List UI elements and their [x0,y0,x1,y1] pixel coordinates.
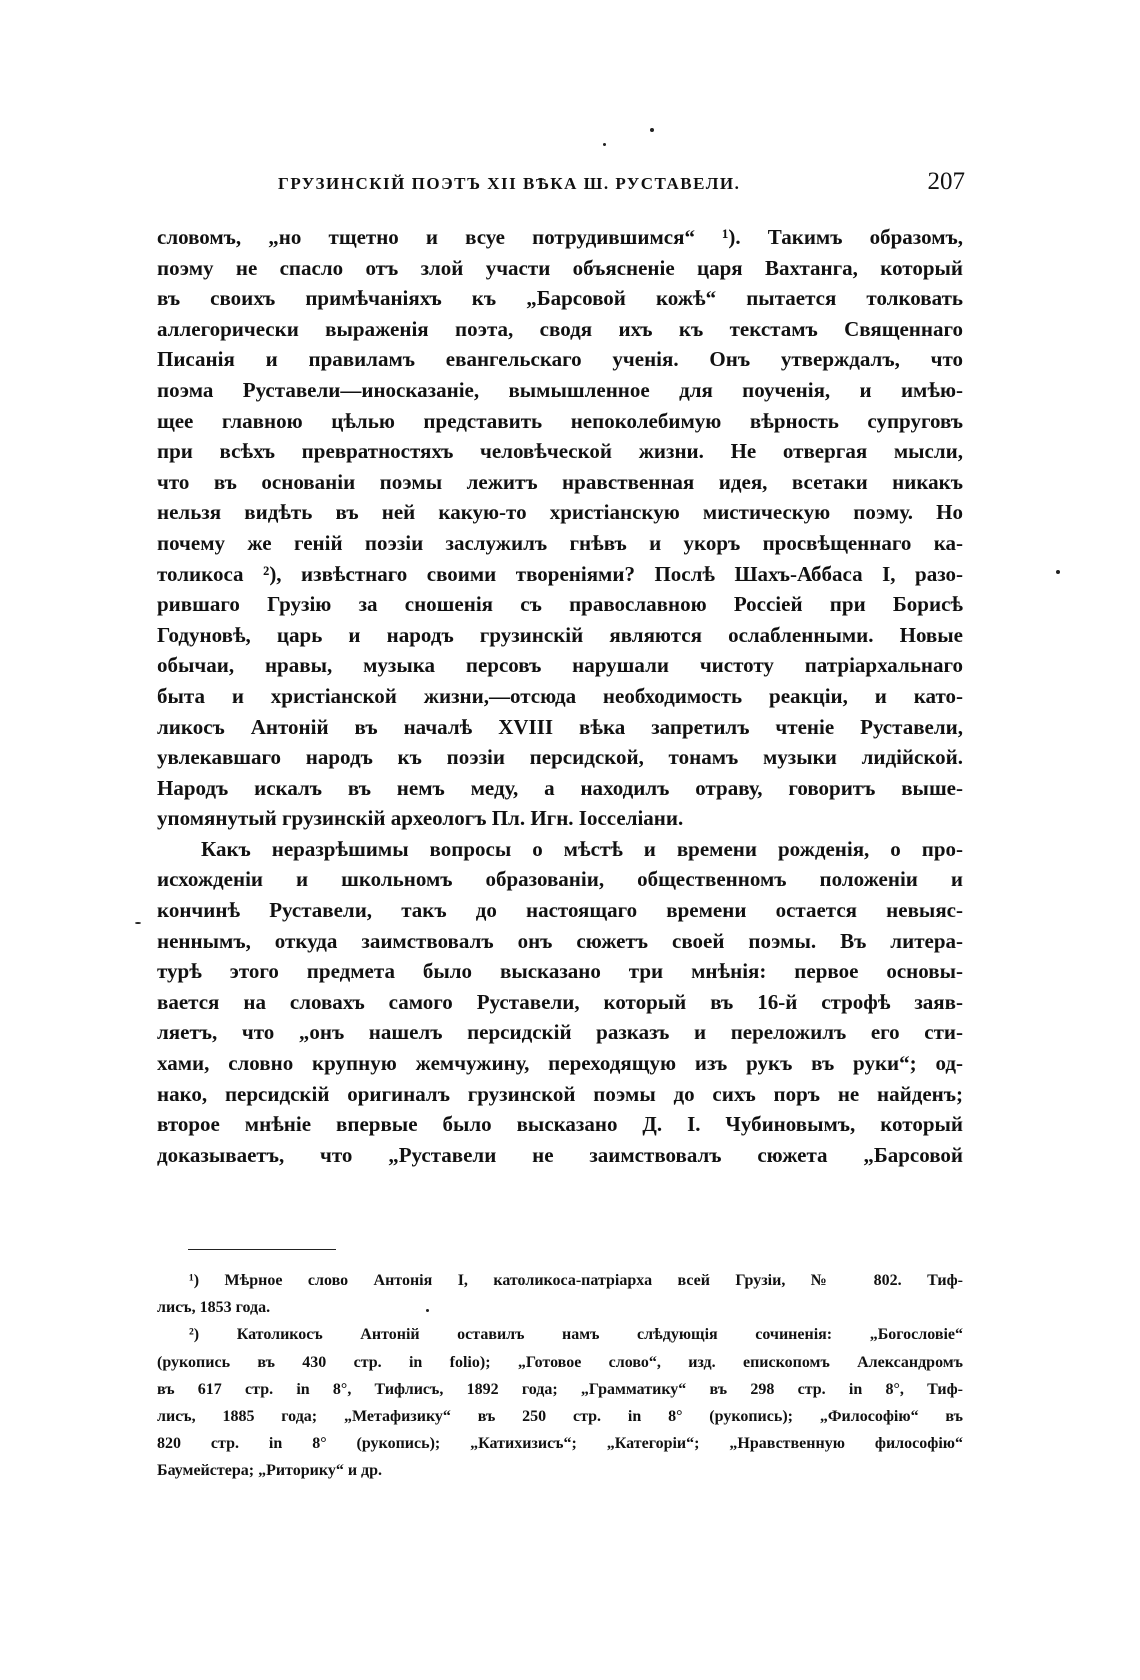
main-text [157,222,963,1170]
text-line: увлекавшаго народъ къ поэзіи персидской, тонамъ музыки лидійской. [157,745,963,770]
footnote-divider [188,1249,336,1250]
text-line: щее главною цѣлью представить непоколебимую вѣрность супруговъ [157,408,963,433]
text-line: ликосъ Антоній въ началѣ XVIII вѣка запретилъ чтеніе Руставели, [157,714,963,739]
scan-speck [603,143,606,146]
text-line: что въ основаніи поэмы лежитъ нравственная идея, всетаки никакъ [157,469,963,494]
text-line: словомъ, „но тщетно и всуе потрудившимся“ ¹). Такимъ образомъ, [157,225,963,249]
text-line: обычаи, нравы, музыка персовъ нарушали чистоту патріархальнаго [157,653,963,678]
footnote-line: (рукопись въ 430 стр. in folio); „Готовое слово“, изд. епископомъ Александромъ [157,1353,963,1371]
text-line: Народъ искалъ въ немъ меду, а находилъ отраву, говоритъ выше- [157,775,963,800]
text-line: доказываетъ, что „Руставели не заимствовалъ сюжета „Барсовой [157,1142,963,1167]
text-line: въ своихъ примѣчаніяхъ къ „Барсовой кожѣ“ пытается толковать [157,286,963,311]
footnote-line: въ 617 стр. in 8°, Тифлисъ, 1892 года; „Грамматику“ въ 298 стр. in 8°, Тиф- [157,1380,963,1398]
text-line: нельзя видѣть въ ней какую-то христіанскую мистическую поэму. Но [157,500,963,525]
footnote-line: ²) Католикосъ Антоній оставилъ намъ слѣдующія сочиненія: „Богословіе“ [189,1326,963,1344]
footnote-line: 820 стр. in 8° (рукопись); „Катихизисъ“; „Категоріи“; „Нравственную философію“ [157,1435,963,1453]
text-line: исхожденіи и школьномъ образованіи, общественномъ положеніи и [157,867,963,892]
text-line: при всѣхъ превратностяхъ человѣческой жизни. Не отвергая мысли, [157,439,963,464]
text-line: толикоса ²), извѣстнаго своими твореніями? Послѣ Шахъ-Аббаса I, разо- [157,561,963,586]
text-line: турѣ этого предмета было высказано три мнѣнія: первое основы- [157,959,963,984]
text-line: кончинѣ Руставели, такъ до настоящаго времени остается невыяс- [157,898,963,923]
footnotes [157,1267,963,1485]
text-line: неннымъ, откуда заимствовалъ онъ сюжетъ своей поэмы. Въ литера- [157,928,963,953]
text-line: Писанія и правиламъ евангельскаго ученія. Онъ утверждалъ, что [157,347,963,372]
running-head: ГРУЗИНСКІЙ ПОЭТЪ XII ВѢКА Ш. РУСТАВЕЛИ. [278,174,741,193]
text-line: Какъ неразрѣшимы вопросы о мѣстѣ и времени рожденія, о про- [201,836,963,861]
footnote-line: лисъ, 1853 года. [157,1299,271,1317]
footnote-line: лисъ, 1885 года; „Метафизику“ въ 250 стр. in 8° (рукопись); „Философію“ въ [157,1407,963,1425]
text-line: поэма Руставели—иносказаніе, вымышленное для поученія, и имѣю- [157,377,963,402]
scan-speck [650,128,654,132]
text-line: почему же геній поэзіи заслужилъ гнѣвъ и укоръ просвѣщеннаго ка- [157,530,963,555]
footnote-line: ¹) Мѣрное слово Антонія I, католикоса-патріарха всей Грузіи, № 802. Тиф- [189,1272,963,1289]
footnote-line: Баумейстера; „Риторику“ и др. [157,1462,383,1480]
text-line: вается на словахъ самого Руставели, который въ 16-й строфѣ заяв- [157,989,963,1014]
page-header [170,168,965,208]
scan-speck [1056,570,1060,574]
scan-speck [135,922,141,924]
page-number: 207 [927,168,965,195]
text-line: быта и христіанской жизни,—отсюда необходимость реакціи, и като- [157,683,963,708]
text-line: поэму не спасло отъ злой участи объясненіе царя Вахтанга, который [157,255,963,280]
text-line: рившаго Грузію за сношенія съ православною Россіей при Борисѣ [157,592,963,617]
text-line: ляетъ, что „онъ нашелъ персидскій разказъ и переложилъ его сти- [157,1020,963,1045]
text-line: второе мнѣніе впервые было высказано Д. І. Чубиновымъ, который [157,1112,963,1137]
text-line: Годуновѣ, царь и народъ грузинскій являются ослабленными. Новые [157,622,963,647]
text-line: упомянутый грузинскій археологъ Пл. Игн. Іосселіани. [157,806,684,831]
text-line: аллегорически выраженія поэта, сводя ихъ къ текстамъ Священнаго [157,316,963,341]
text-line: нако, персидскій оригиналъ грузинской поэмы до сихъ поръ не найденъ; [157,1081,963,1106]
text-line: хами, словно крупную жемчужину, переходящую изъ рукъ въ руки“; од- [157,1051,963,1076]
